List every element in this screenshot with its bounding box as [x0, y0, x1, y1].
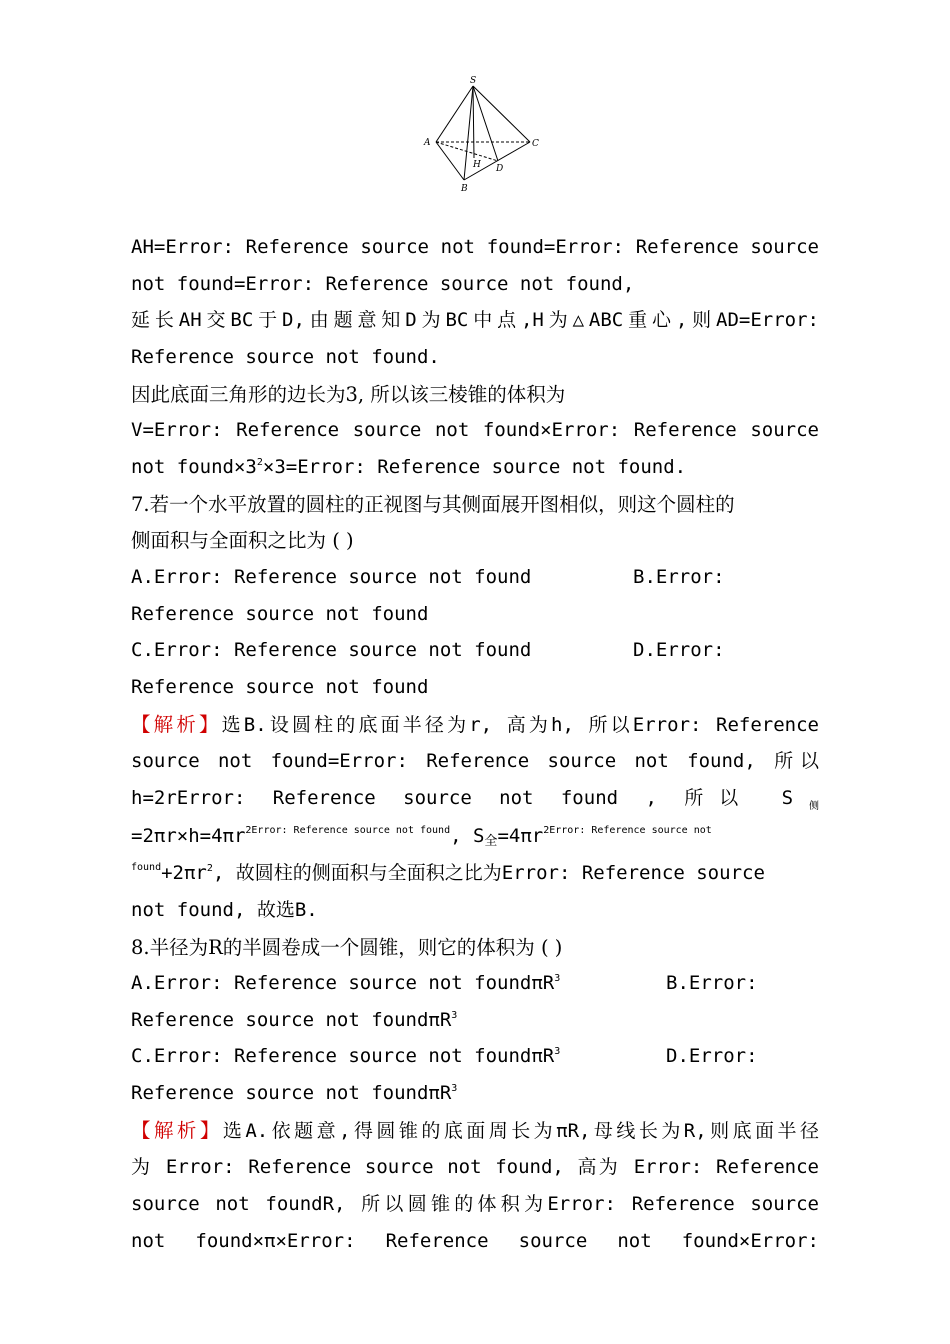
exponent: 2 — [256, 457, 263, 468]
text-fragment: =2πr×h=4πr — [131, 825, 246, 847]
exponent: 2 — [206, 863, 213, 874]
text-line: not found=Error: Reference source not found, — [131, 273, 635, 295]
text-line — [131, 449, 819, 486]
subscript: 侧 — [793, 801, 819, 812]
q8-options-row — [131, 1038, 819, 1075]
q7-options-row — [131, 632, 819, 669]
q7-stem: 侧面积与全面积之比为 ( ) — [131, 529, 354, 552]
label-s: S — [470, 76, 477, 86]
text-fragment: ×3=Error: Reference source not found. — [262, 456, 687, 478]
q7-option-c: C.Error: Reference source not found — [131, 639, 532, 661]
q7-stem: 7.若一个水平放置的圆柱的正视图与其侧面展开图相似，则这个圆柱的 — [131, 493, 735, 516]
subscript: 全 — [484, 834, 498, 849]
text-fragment: =4πr — [497, 825, 544, 847]
solution-tag: 【解析】 — [131, 713, 222, 736]
q7-option-d-cont: Reference source not found — [131, 676, 429, 698]
text-line: AH=Error: Reference source not found=Error: Reference source — [131, 236, 819, 258]
label-d: D — [496, 164, 504, 174]
label-a: A — [424, 138, 431, 148]
q7-option-d: D.Error: — [633, 639, 725, 661]
q8-option-a: A.Error: Reference source not foundπR$^3$ — [131, 972, 561, 994]
q8-option-d: D.Error: — [666, 1045, 758, 1067]
q8-solution: 为 Error: Reference source not found, 高为 Error: Reference — [131, 1156, 819, 1178]
q8-option-d-cont: Reference source not foundπR$^3$ — [131, 1082, 458, 1104]
q8-stem: 8.半径为R的半圆卷成一个圆锥，则它的体积为 ( ) — [131, 936, 563, 959]
tetrahedron-figure — [418, 72, 548, 198]
q7-solution — [131, 706, 819, 743]
q8-solution: source not foundR, 所以圆锥的体积为Error: Reference source — [131, 1193, 819, 1215]
text-fragment: 选B.设圆柱的底面半径为r, 高为h, 所以Error: Reference — [221, 714, 819, 736]
q7-solution: not found, 故选B. — [131, 899, 318, 921]
text-fragment: , S — [450, 825, 485, 847]
solution-tag: 【解析】 — [131, 1119, 223, 1142]
q8-option-c: C.Error: Reference source not foundπR$^3$ — [131, 1045, 561, 1067]
text-fragment: +2πr — [161, 862, 207, 884]
q7-solution — [131, 780, 819, 817]
q8-option-b: B.Error: — [666, 972, 758, 994]
q7-option-a: A.Error: Reference source not found — [131, 566, 532, 588]
text-fragment: not found×3 — [131, 456, 257, 478]
text-line: V=Error: Reference source not found×Error: Reference source — [131, 419, 819, 441]
text-fragment: , 故圆柱的侧面积与全面积之比为Error: Reference source — [212, 862, 765, 884]
superscript: found — [131, 862, 162, 873]
text-line: 延长AH交BC于D,由题意知D为BC中点,H为△ABC重心,则AD=Error: — [131, 309, 819, 331]
q7-options-row — [131, 559, 819, 596]
q7-solution — [131, 818, 819, 855]
text-line: Reference source not found. — [131, 346, 440, 368]
q7-option-b: B.Error: — [633, 566, 725, 588]
q8-solution: not found×π×Error: Reference source not found×Error: — [131, 1230, 819, 1252]
q8-options-row — [131, 965, 819, 1002]
q7-solution — [131, 855, 819, 892]
text-fragment: h=2rError: Reference source not found , 所以 S — [131, 787, 794, 809]
text-line: 因此底面三角形的边长为3, 所以该三棱锥的体积为 — [131, 383, 566, 406]
label-h: H — [473, 160, 481, 170]
q8-solution — [131, 1112, 819, 1149]
label-c: C — [532, 139, 539, 149]
superscript: 2Error: Reference source not found — [245, 825, 451, 836]
q8-option-b-cont: Reference source not foundπR$^3$ — [131, 1009, 458, 1031]
text-fragment: 选A.依题意,得圆锥的底面周长为πR,母线长为R,则底面半径 — [222, 1120, 819, 1142]
q7-solution: source not found=Error: Reference source not found, 所以 — [131, 750, 819, 772]
label-b: B — [461, 184, 468, 194]
q7-option-b-cont: Reference source not found — [131, 603, 429, 625]
superscript: 2Error: Reference source not — [543, 825, 712, 836]
